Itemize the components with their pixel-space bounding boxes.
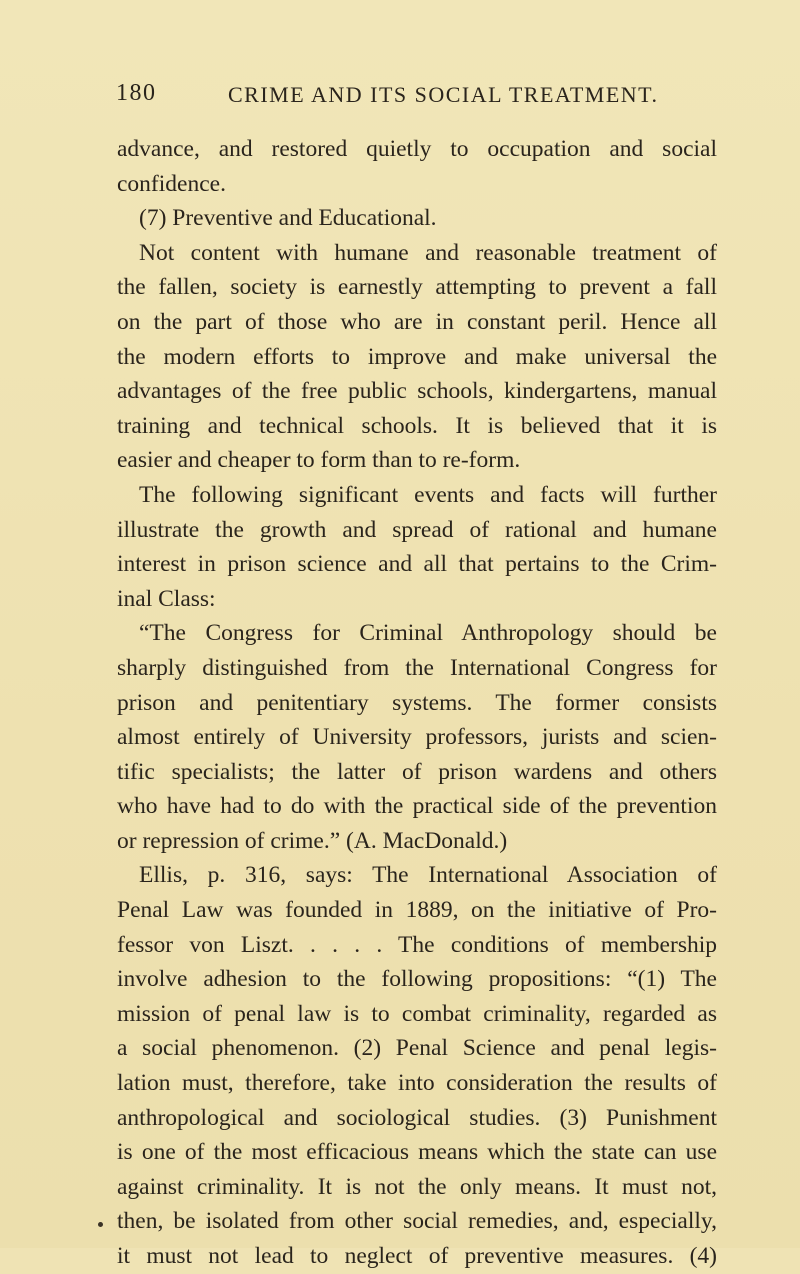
text-line: against criminality. It is not the only means. It must not, (117, 1173, 717, 1200)
text-line: then, be isolated from other social remedies, and, especially, (117, 1208, 717, 1235)
text-line: anthropological and sociological studies. (3) Punishment (117, 1104, 717, 1131)
text-line: it must not lead to neglect of preventive measures. (4) (117, 1243, 717, 1269)
body-text (117, 132, 717, 1274)
text-line: illustrate the growth and spread of rational and humane (117, 516, 717, 543)
text-line: lation must, therefore, take into consideration the results of (117, 1070, 717, 1097)
quote-line: almost entirely of University professors, jurists and scien- (117, 724, 717, 751)
running-head (116, 80, 720, 112)
text-line: confidence. (117, 170, 226, 197)
text-line: Ellis, p. 316, says: The International Association of (139, 862, 717, 889)
text-line: advance, and restored quietly to occupation and social (117, 136, 717, 162)
quote-line: prison and penitentiary systems. The former consists (117, 689, 717, 716)
text-line: is one of the most efficacious means which the state can use (117, 1139, 717, 1166)
running-title: CRIME AND ITS SOCIAL TREATMENT. (228, 82, 659, 107)
text-line: training and technical schools. It is believed that it is (117, 412, 717, 439)
text-line: inal Class: (117, 585, 216, 612)
text-line: the fallen, society is earnestly attempting to prevent a fall (117, 274, 717, 301)
text-line: easier and cheaper to form than to re-form. (117, 447, 521, 474)
text-line: mission of penal law is to combat criminality, regarded as (117, 1000, 717, 1027)
quote-line: tific specialists; the latter of prison wardens and others (117, 758, 717, 785)
text-line: the modern efforts to improve and make universal the (117, 343, 717, 370)
text-line: on the part of those who are in constant peril. Hence all (117, 308, 717, 335)
text-line: advantages of the free public schools, kindergartens, manual (117, 378, 717, 405)
text-line: fessor von Liszt. . . . . The conditions of membership (117, 931, 717, 958)
quote-line: “The Congress for Criminal Anthropology should be (139, 620, 717, 647)
margin-mark (98, 1222, 103, 1227)
quote-line: who have had to do with the practical side of the prevention (117, 793, 717, 820)
text-line: Not content with humane and reasonable treatment of (139, 239, 717, 266)
text-line: a social phenomenon. (2) Penal Science and penal legis- (117, 1035, 717, 1062)
section-heading: (7) Preventive and Educational. (139, 205, 437, 232)
quote-line: sharply distinguished from the International Congress for (117, 654, 717, 681)
quote-line: or repression of crime.” (A. MacDonald.) (117, 827, 508, 854)
text-line: involve adhesion to the following propositions: “(1) The (117, 966, 717, 993)
page-number: 180 (116, 80, 157, 106)
text-line: The following significant events and facts will further (139, 481, 717, 508)
text-line: interest in prison science and all that pertains to the Crim- (117, 551, 717, 578)
text-line: Penal Law was founded in 1889, on the initiative of Pro- (117, 897, 717, 924)
